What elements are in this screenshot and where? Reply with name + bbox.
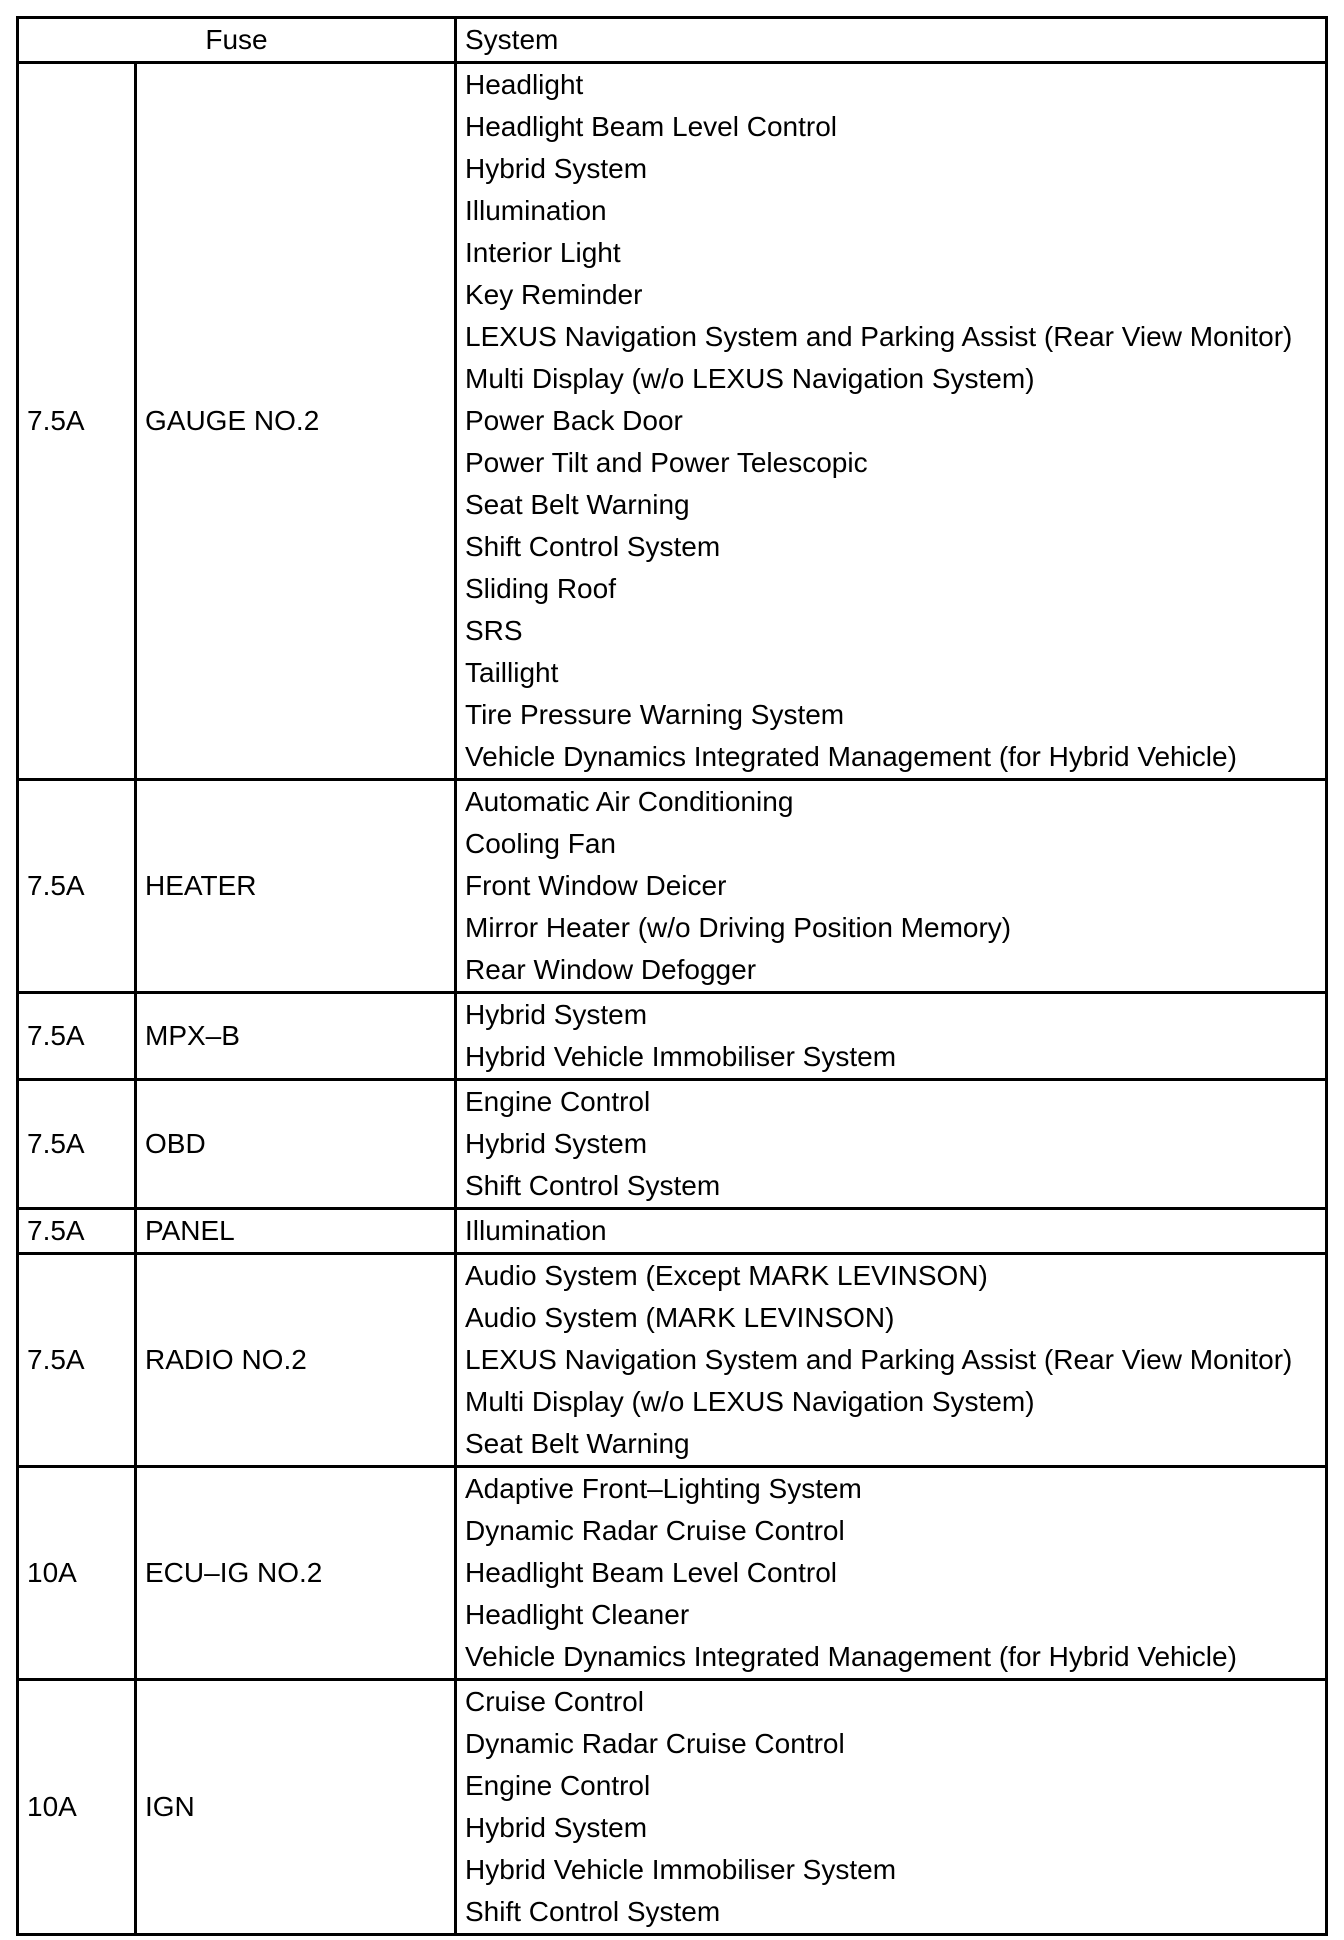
system-list xyxy=(456,993,1327,1080)
header-system: System xyxy=(456,18,1327,63)
system-item: Interior Light xyxy=(465,237,621,268)
system-item: Mirror Heater (w/o Driving Position Memory) xyxy=(465,912,1012,943)
system-list xyxy=(456,1467,1327,1680)
system-list xyxy=(456,1080,1327,1209)
system-item: Headlight Beam Level Control xyxy=(465,1557,837,1588)
system-item: Front Window Deicer xyxy=(465,870,727,901)
system-item: Engine Control xyxy=(465,1086,651,1117)
system-item: Hybrid System xyxy=(465,1128,648,1159)
system-item: Hybrid System xyxy=(465,153,648,184)
system-item: Cruise Control xyxy=(465,1686,644,1717)
system-item: Automatic Air Conditioning xyxy=(465,786,794,817)
table-row xyxy=(18,1467,1327,1680)
system-list xyxy=(456,1680,1327,1935)
system-item: Key Reminder xyxy=(465,279,643,310)
fuse-table-body xyxy=(18,63,1327,1935)
system-item: Headlight Cleaner xyxy=(465,1599,690,1630)
system-item: Shift Control System xyxy=(465,531,721,562)
table-row xyxy=(18,1680,1327,1935)
system-item: Multi Display (w/o LEXUS Navigation System) xyxy=(465,363,1035,394)
system-item: Dynamic Radar Cruise Control xyxy=(465,1728,845,1759)
system-item: Sliding Roof xyxy=(465,573,616,604)
table-row xyxy=(18,63,1327,780)
fuse-name: MPX–B xyxy=(136,993,456,1080)
fuse-name: HEATER xyxy=(136,780,456,993)
fuse-name: ECU–IG NO.2 xyxy=(136,1467,456,1680)
fuse-table xyxy=(16,16,1328,1936)
system-item: Power Tilt and Power Telescopic xyxy=(465,447,868,478)
system-item: Illumination xyxy=(465,195,607,226)
system-item: Vehicle Dynamics Integrated Management (for Hybrid Vehicle) xyxy=(465,741,1237,772)
table-header-row xyxy=(18,18,1327,63)
system-item: LEXUS Navigation System and Parking Assist (Rear View Monitor) xyxy=(465,1344,1293,1375)
table-row xyxy=(18,1080,1327,1209)
system-item: Headlight Beam Level Control xyxy=(465,111,837,142)
system-item: Hybrid Vehicle Immobiliser System xyxy=(465,1041,897,1072)
system-list xyxy=(456,63,1327,780)
header-fuse: Fuse xyxy=(18,18,456,63)
system-item: Headlight xyxy=(465,69,584,100)
system-item: Audio System (MARK LEVINSON) xyxy=(465,1302,895,1333)
system-item: Seat Belt Warning xyxy=(465,1428,690,1459)
system-item: Rear Window Defogger xyxy=(465,954,757,985)
system-list xyxy=(456,1209,1327,1254)
fuse-amperage: 7.5A xyxy=(18,1254,136,1467)
system-list xyxy=(456,780,1327,993)
table-row xyxy=(18,1254,1327,1467)
system-item: Seat Belt Warning xyxy=(465,489,690,520)
system-item: Taillight xyxy=(465,657,559,688)
system-item: Hybrid System xyxy=(465,1812,648,1843)
fuse-amperage: 7.5A xyxy=(18,993,136,1080)
table-row xyxy=(18,780,1327,993)
fuse-name: IGN xyxy=(136,1680,456,1935)
system-item: Dynamic Radar Cruise Control xyxy=(465,1515,845,1546)
fuse-amperage: 10A xyxy=(18,1680,136,1935)
table-row xyxy=(18,993,1327,1080)
table-row xyxy=(18,1209,1327,1254)
system-item: Tire Pressure Warning System xyxy=(465,699,845,730)
system-item: Audio System (Except MARK LEVINSON) xyxy=(465,1260,988,1291)
system-item: LEXUS Navigation System and Parking Assist (Rear View Monitor) xyxy=(465,321,1293,352)
system-item: Hybrid Vehicle Immobiliser System xyxy=(465,1854,897,1885)
system-item: Power Back Door xyxy=(465,405,683,436)
fuse-name: RADIO NO.2 xyxy=(136,1254,456,1467)
system-item: SRS xyxy=(465,615,523,646)
system-item: Shift Control System xyxy=(465,1896,721,1927)
fuse-amperage: 7.5A xyxy=(18,1080,136,1209)
fuse-name: PANEL xyxy=(136,1209,456,1254)
fuse-amperage: 7.5A xyxy=(18,63,136,780)
system-item: Hybrid System xyxy=(465,999,648,1030)
fuse-name: OBD xyxy=(136,1080,456,1209)
fuse-amperage: 7.5A xyxy=(18,780,136,993)
fuse-name: GAUGE NO.2 xyxy=(136,63,456,780)
system-item: Adaptive Front–Lighting System xyxy=(465,1473,862,1504)
system-item: Shift Control System xyxy=(465,1170,721,1201)
system-item: Cooling Fan xyxy=(465,828,616,859)
system-list xyxy=(456,1254,1327,1467)
fuse-amperage: 10A xyxy=(18,1467,136,1680)
fuse-amperage: 7.5A xyxy=(18,1209,136,1254)
system-item: Vehicle Dynamics Integrated Management (for Hybrid Vehicle) xyxy=(465,1641,1237,1672)
system-item: Engine Control xyxy=(465,1770,651,1801)
system-item: Illumination xyxy=(465,1215,607,1246)
system-item: Multi Display (w/o LEXUS Navigation System) xyxy=(465,1386,1035,1417)
